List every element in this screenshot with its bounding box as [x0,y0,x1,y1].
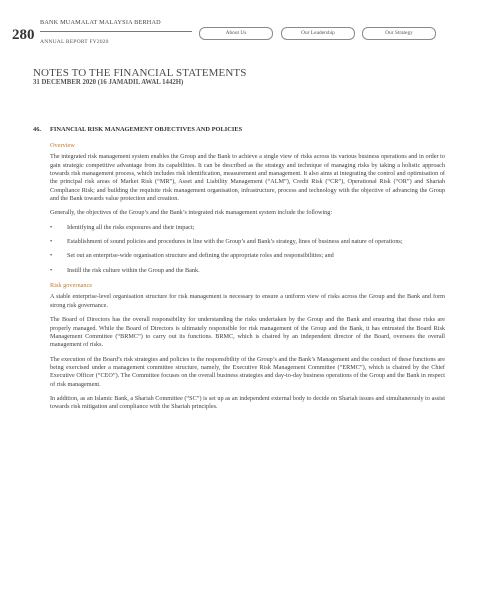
list-item-text: Establishment of sound policies and procedures in line with the Group’s and Bank’s strategy, lines of business and nature of operations; [67,238,403,246]
governance-paragraph-4: In addition, as an Islamic Bank, a Shariah Committee (“SC”) is set up as an independent external body to decide on Shariah issues and simultaneously to assist towards risk mitigation and compliance with the Shariah principles. [50,394,445,411]
section-title: FINANCIAL RISK MANAGEMENT OBJECTIVES AND POLICIES [50,126,243,133]
nav-our-strategy-button[interactable]: Our Strategy [362,27,436,40]
governance-paragraph-2: The Board of Directors has the overall responsibility for understanding the risks undertaken by the Group and the Bank and ensuring that these risks are properly managed. While the Board of Directors is ultimately responsible for risk management of the Group and the Bank, it has entrusted the Board Risk Management Committee (“BRMC”) to carry out its functions. BRMC, which is chaired by an independent director of the Board, oversees the overall management of risks. [50,316,445,349]
list-item-text: Identifying all the risks exposures and their impact; [67,223,195,231]
bullet-icon: • [50,266,53,274]
page-subtitle: 31 DECEMBER 2020 (16 JAMADIL AWAL 1442H) [33,79,184,86]
page-header [0,0,480,60]
section-heading [33,126,445,135]
overview-paragraph-1: The integrated risk management system enables the Group and the Bank to achieve a single view of risks across its various business operations and in order to gain strategic competitive advantage from its capabilities. It can be described as the strategy and technique of managing risks by taking a holistic approach towards risk management process, which includes risk identification, measurement and management. It also aims at integrating the control and optimisation of the principal risk areas of Market Risk (“MR”), Asset and Liability Management (“ALM”), Credit Risk (“CR”), Operational Risk (“OR”) and Shariah Compliance Risk; and building the requisite risk management organisation, infrastructure, process and technology with the objective of advancing the Group and the Bank towards value protection and creation. [50,153,445,203]
section-content [33,126,445,418]
list-item [50,238,445,246]
list-item-text: Set out an enterprise-wide organisation structure and defining the appropriate roles and responsibilities; and [67,252,334,260]
governance-paragraph-1: A stable enterprise-level organisation structure for risk management is necessary to ensure a uniform view of risks across the Group and the Bank and form strong risk governance. [50,293,445,309]
nav-our-leadership-button[interactable]: Our Leadership [281,27,355,40]
bullet-icon: • [50,238,53,246]
list-item [50,224,445,232]
risk-governance-heading: Risk governance [50,282,93,290]
bank-name: BANK MUAMALAT MALAYSIA BERHAD [40,19,161,26]
page-title: NOTES TO THE FINANCIAL STATEMENTS [33,67,247,79]
nav-about-us-button[interactable]: About Us [199,27,273,40]
governance-paragraph-3: The execution of the Board’s risk strategies and policies is the responsibility of the Group’s and the Bank’s Management and the conduct of these functions are being exercised under a management committee structure, namely, the Executive Risk Management Committee (“ERMC”), which is chaired by the Chief Executive Officer (“CEO”). The Committee focuses on the overall business strategies and day-to-day business operations of the Group and the Bank in respect of risk management. [50,355,445,388]
list-item [50,267,445,275]
page-number: 280 [12,27,35,43]
list-item [50,252,445,260]
annual-report-label: ANNUAL REPORT FY2020 [40,39,109,45]
overview-heading: Overview [50,142,75,149]
section-number: 46. [33,126,41,133]
objectives-list [50,224,445,275]
bullet-icon: • [50,252,53,260]
overview-paragraph-2: Generally, the objectives of the Group’s and the Bank’s integrated risk management system include the following: [50,209,333,217]
bullet-icon: • [50,223,53,231]
header-divider [40,31,192,32]
list-item-text: Instill the risk culture within the Group and the Bank. [67,266,200,274]
